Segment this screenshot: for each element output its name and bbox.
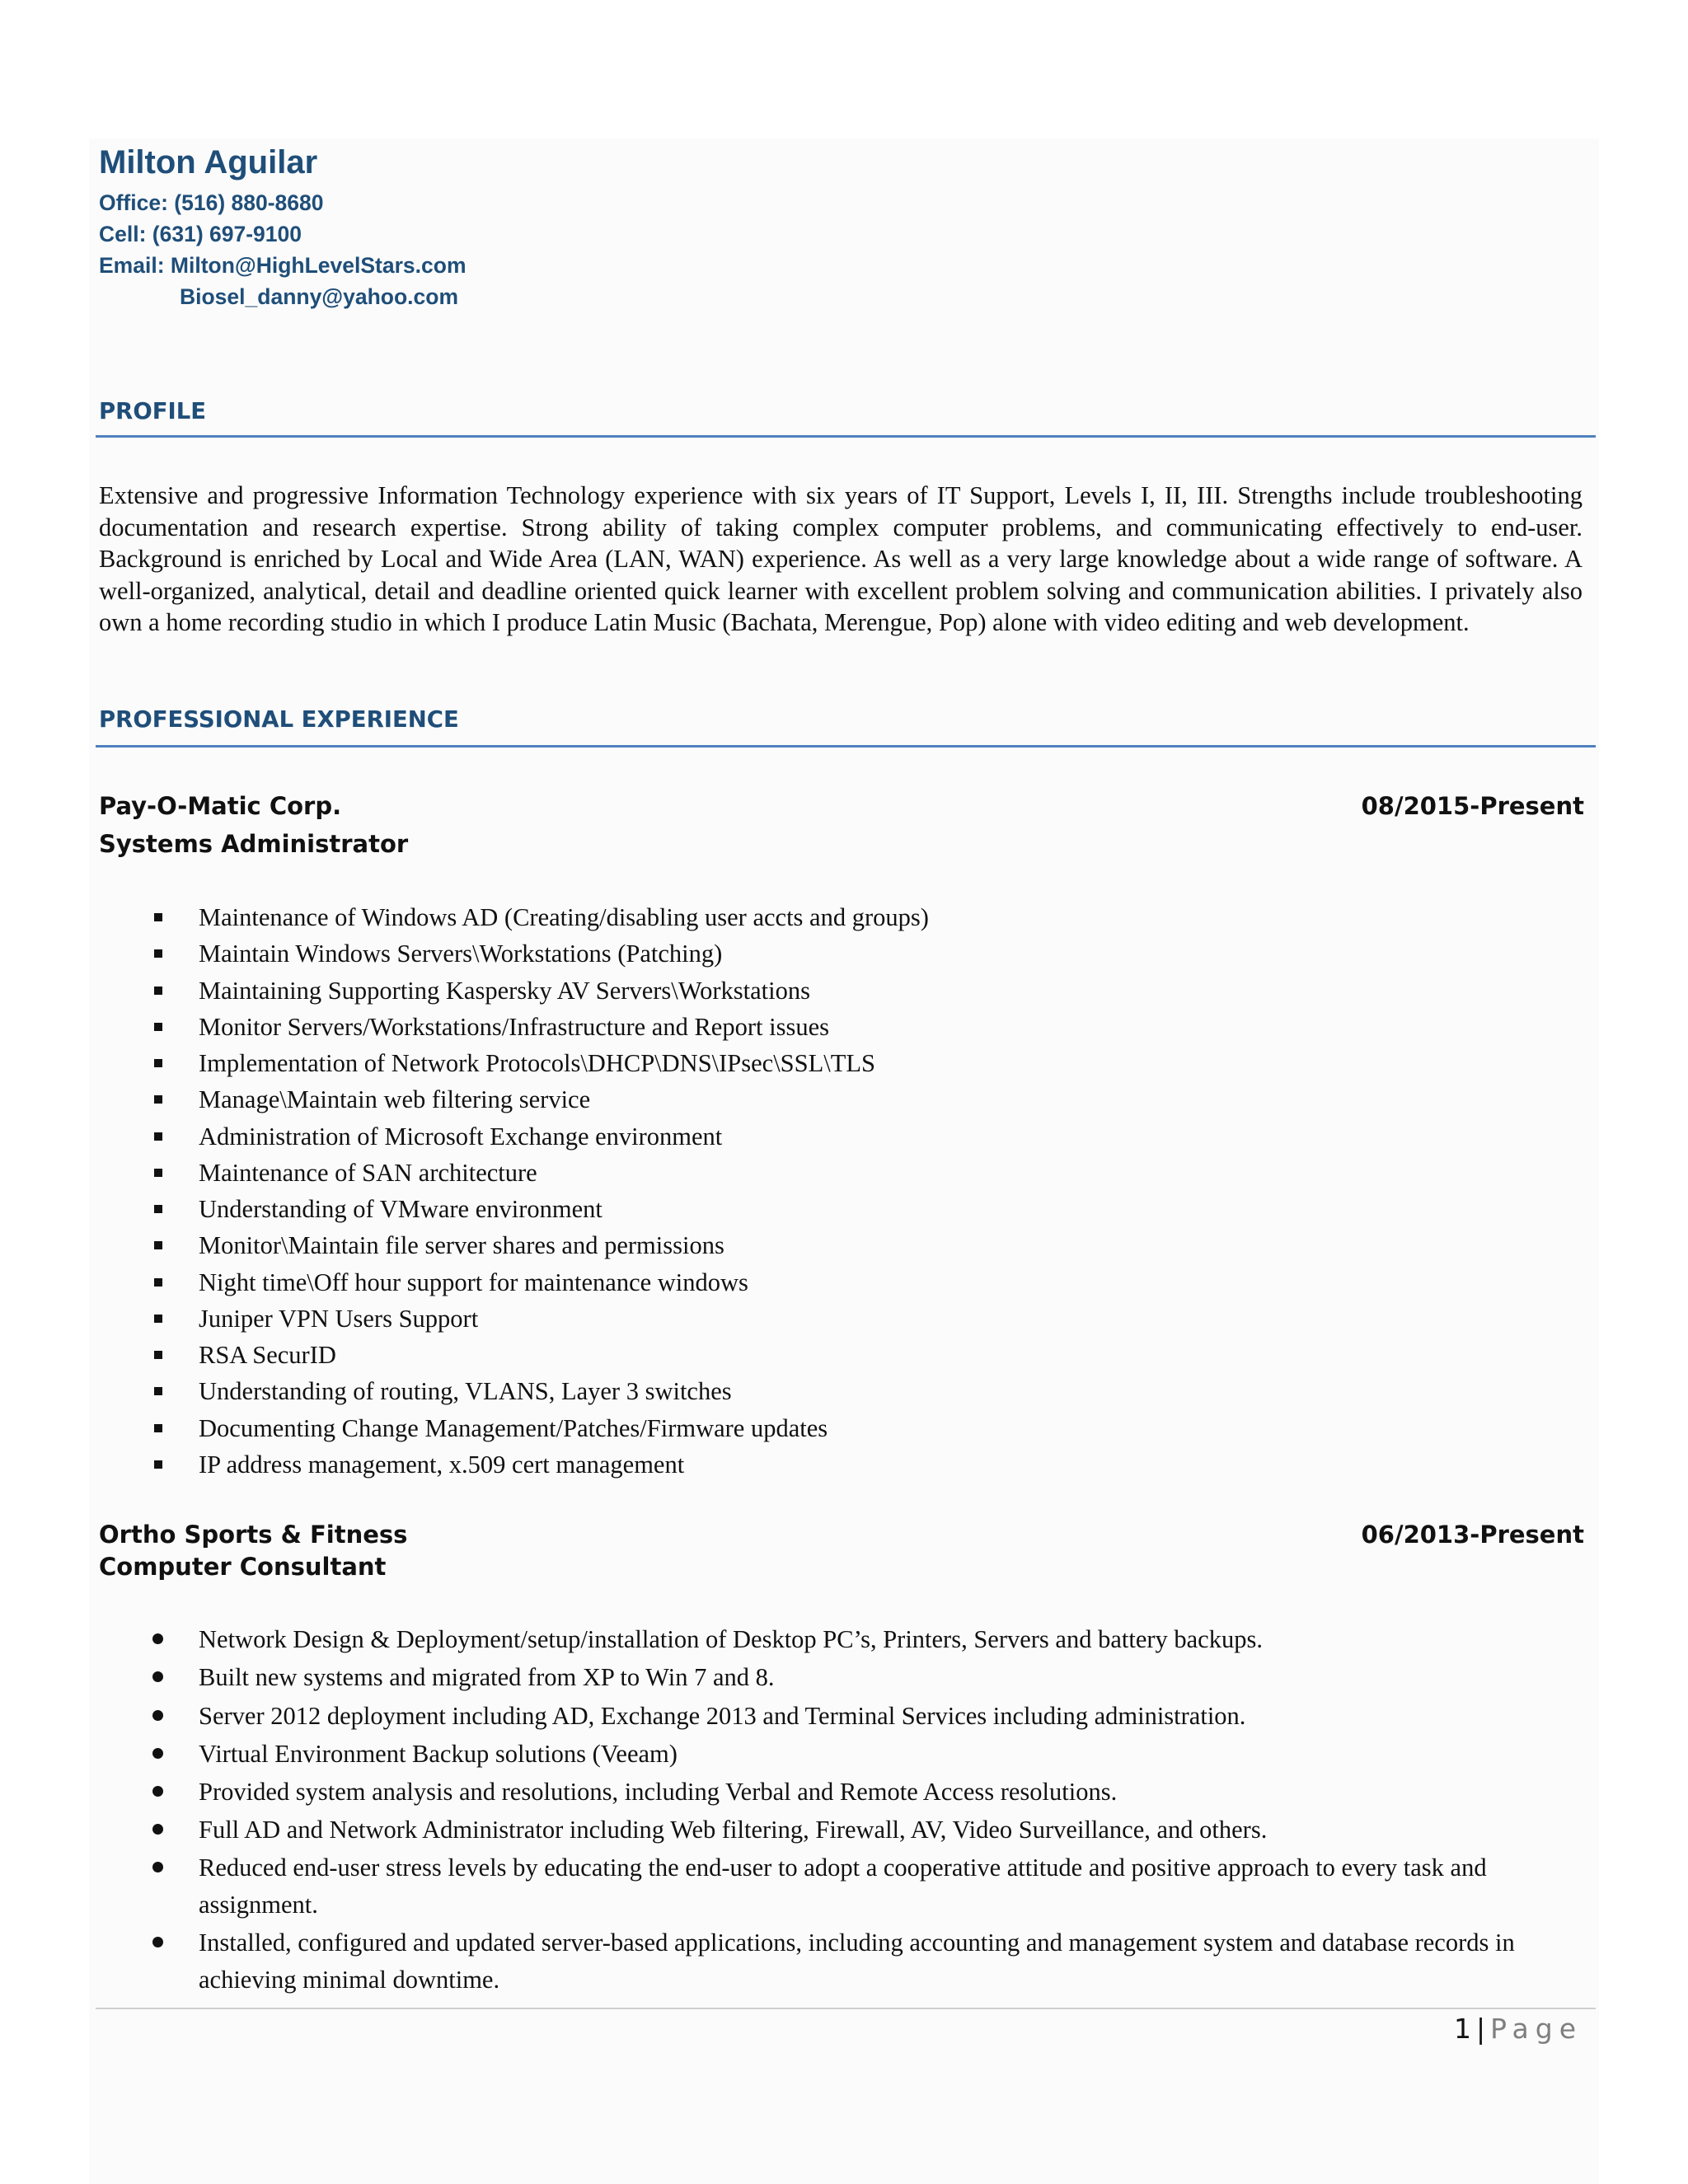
footer-separator: | <box>1475 2013 1486 2045</box>
office-phone: Office: (516) 880-8680 <box>99 190 324 215</box>
job-dates: 06/2013-Present <box>1361 1521 1584 1549</box>
job-title: Computer Consultant <box>99 1553 387 1581</box>
job-company: Pay-O-Matic Corp. <box>99 792 342 820</box>
cell-phone: Cell: (631) 697-9100 <box>99 222 302 246</box>
page-footer <box>1454 2011 1582 2047</box>
email-secondary: Biosel_danny@yahoo.com <box>180 284 459 309</box>
job-dates: 08/2015-Present <box>1361 792 1584 820</box>
job-header <box>99 1518 1584 1551</box>
experience-divider <box>96 745 1596 748</box>
job-company: Ortho Sports & Fitness <box>99 1521 408 1549</box>
profile-summary: Extensive and progressive Information Technology experience with six years of IT Support, Levels I, II, III. Strengths include troubleshooting documentation and research expertise. Strong ability of taking complex computer problems, and communicating effectively to end-user. Background is enriched by Local and Wide Area (LAN, WAN) experience. As well as a very large knowledge about a wide range of software. A well-organized, analytical, detail and deadline oriented quick learner with excellent problem solving and communication abilities. I privately also own a home recording studio in which I produce Latin Music (Bachata, Merengue, Pop) alone with video editing and web development. <box>99 481 1582 636</box>
footer-divider <box>96 2008 1596 2009</box>
page-number: 1 <box>1453 2013 1471 2045</box>
email-primary: Email: Milton@HighLevelStars.com <box>99 253 467 278</box>
candidate-name: Milton Aguilar <box>99 144 318 180</box>
experience-heading: PROFESSIONAL EXPERIENCE <box>99 706 459 733</box>
resume-page: Milton Aguilar Office: (516) 880-8680 Cell: (631) 697-9100 Email: Milton@HighLevelStars.com Biosel_danny@yahoo.com PROFILE Extensive and progressive Information Technology experience with six years of IT Support, Levels I, II, III. Strengths include troubleshooting documentation and research expertise. Strong ability of taking complex computer problems, and communicating effectively to end-user. Background is enriched by Local and Wide Area (LAN, WAN) experience. As well as a very large knowledge about a wide range of software. A well-organized, analytical, detail and deadline oriented quick learner with excellent problem solving and communication abilities. I privately also own a home recording studio in which I produce Latin Music (Bachata, Merengue, Pop) alone with video editing and web development. PROFESSIONAL EXPERIENCE Pay-O-Matic Corp. 08/2015-Present Systems Administrator Maintenance of Windows AD (Creating/disabling user accts and groups) Maintain Windows Servers\Workstations (Patching) Maintaining Supporting Kaspersky AV Servers\Workstations Monitor Servers/Workstations/Infrastructure and Report issues Implementation of Network Protocols\DHCP\DNS\IPsec\SSL\TLS Manage\Maintain web filtering service Administration of Microsoft Exchange environment Maintenance of SAN architecture Understanding of VMware environment Monitor\Maintain file server shares and permissions Night time\Off hour support for maintenance windows Juniper VPN Users Support RSA SecurID Understanding of routing, VLANS, Layer 3 switches Documenting Change Management/Patches/Firmware updates IP address management, x.509 cert management Ortho Sports & Fitness 06/2013-Present Computer Consultant Network Design & Deployment/setup/installation of Desktop PC’s, Printers, Servers and battery backups. Built new systems and migrated from XP to Win 7 and 8. Server 2012 deployment including AD, Exchange 2013 and Terminal Services including administration. Virtual Environment Backup solutions (Veeam) Provided system analysis and resolutions, including Verbal and Remote Access resolutions. Full AD and Network Administrator including Web filtering, Firewall, AV, Video Surveillance, and others. Reduced end-user stress levels by educating the end-user to adopt a cooperative attitude and positive approach to every task and assignment. Installed, configured and updated server-based applications, including accounting and management system and database records in achieving minimal downtime. 1 | Page <box>0 0 1688 2184</box>
job-header <box>99 790 1584 823</box>
job-title: Systems Administrator <box>99 830 409 858</box>
page-label: Page <box>1490 2013 1582 2045</box>
profile-divider <box>96 435 1596 438</box>
profile-heading: PROFILE <box>99 398 207 424</box>
